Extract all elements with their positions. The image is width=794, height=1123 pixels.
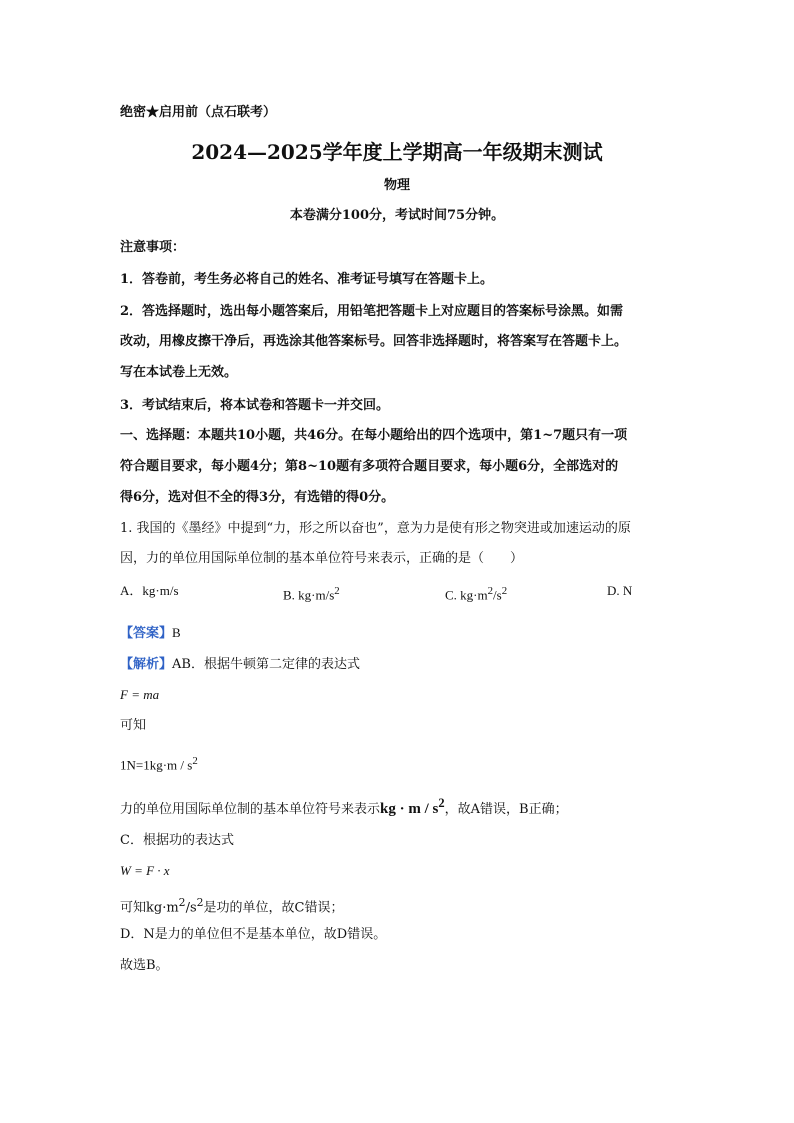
section-line-2: 符合题目要求，每小题4分；第8~10题有多项符合题目要求，每小题6分，全部选对的 (120, 459, 619, 474)
option-d: D. N (607, 583, 633, 598)
section-line-1: 一、选择题：本题共10小题，共46分。在每小题给出的四个选项中，第1~7题只有一项 (120, 428, 628, 443)
note-item-1: 1．答卷前，考生务必将自己的姓名、准考证号填写在答题卡上。 (120, 272, 494, 287)
analysis-tag: 【解析】 (120, 657, 173, 672)
answer-line (120, 624, 181, 643)
conclusion-c: 可知$kg\cdot m^2/s^2$是功的单位，故C错误； (120, 896, 344, 916)
option-b: B. $kg\cdot m/s^2$ (283, 585, 340, 603)
analysis-intro-line (120, 656, 360, 674)
secret-label: 绝密★启用前（点石联考） (120, 105, 277, 120)
note-item-2-line-1: 2．答选择题时，选出每小题答案后，用铅笔把答题卡上对应题目的答案标号涂黑。如需 (120, 304, 624, 319)
option-a: A．kg·m/s (120, 583, 179, 598)
know-label-1: 可知 (120, 718, 147, 733)
exam-title: 2024—2025学年度上学期高一年级期末测试 (191, 140, 603, 164)
formula-newton: F = ma (120, 687, 160, 702)
formula-work: W = F · x (120, 863, 170, 878)
option-c: C. $kg\cdot m^2/s^2$ (445, 585, 508, 603)
answer-tag: 【答案】 (120, 626, 173, 641)
unit-symbol: kg · m / $s^2$ (380, 796, 445, 817)
analysis-d-line: D．N是力的单位但不是基本单位，故D错误。 (120, 927, 387, 942)
final-answer-line: 故选B。 (120, 958, 169, 973)
question-line-1: 1. 我国的《墨经》中提到“力，形之所以奋也”，意为力是使有形之物突进或加速运动的原 (120, 521, 631, 536)
note-item-3: 3．考试结束后，将本试卷和答题卡一并交回。 (120, 398, 390, 413)
section-line-3: 得6分，选对但不全的得3分，有选错的得0分。 (120, 490, 395, 505)
conclusion-ab: 力的单位用国际单位制的基本单位符号来表示kg · m / $s^2$，故A错误，B正确； (120, 796, 568, 817)
analysis-c-intro: C．根据功的表达式 (120, 833, 234, 848)
note-item-2-line-3: 写在本试卷上无效。 (120, 365, 238, 380)
formula-unit: $1N=1kg\cdot m / s^2$ (120, 755, 198, 773)
exam-info: 本卷满分100分，考试时间75分钟。 (289, 208, 505, 223)
notes-heading: 注意事项： (120, 240, 186, 255)
answer-value: B (172, 625, 181, 640)
note-item-2-line-2: 改动，用橡皮擦干净后，再选涂其他答案标号。回答非选择题时，将答案写在答题卡上。 (120, 334, 628, 349)
subject-label: 物理 (383, 178, 410, 193)
analysis-intro: AB．根据牛顿第二定律的表达式 (172, 657, 360, 672)
question-line-2: 因，力的单位用国际单位制的基本单位符号来表示，正确的是（ ） (120, 551, 524, 566)
